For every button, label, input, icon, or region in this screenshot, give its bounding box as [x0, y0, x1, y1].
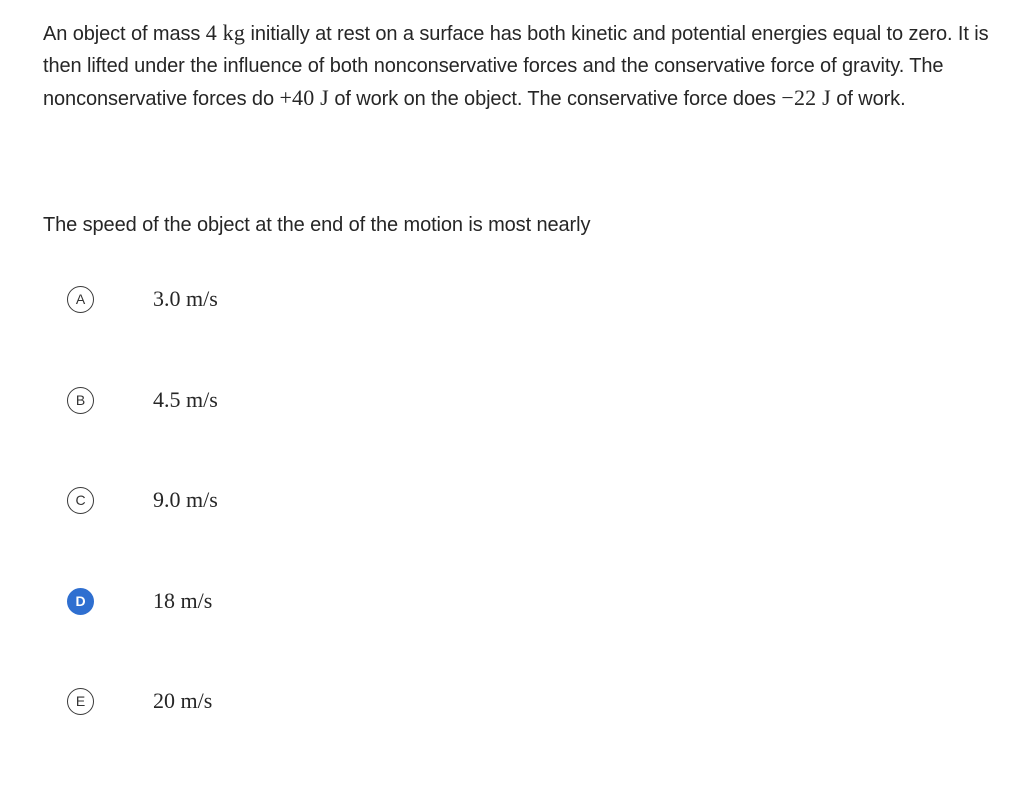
- choice-a-bubble[interactable]: A: [67, 286, 94, 313]
- conservative-work-value: −22 J: [781, 85, 831, 110]
- choice-b[interactable]: [67, 385, 467, 415]
- choice-c-bubble[interactable]: C: [67, 487, 94, 514]
- question-part-2: initially at rest on a surface has both kinetic and potential energies equal to zero. It is then lifted under the influence of both nonconservative forces and the conservative force of gravity. The nonconservative forces do: [43, 23, 989, 110]
- choice-b-value: 4.5 m/s: [153, 387, 218, 412]
- question-part-4: of work.: [830, 88, 906, 110]
- mass-value: 4 kg: [205, 20, 246, 45]
- choice-a-value: 3.0 m/s: [153, 286, 218, 311]
- question-prompt: The speed of the object at the end of the motion is most nearly: [43, 214, 591, 236]
- question-part-1: An object of mass: [43, 23, 206, 45]
- choice-e[interactable]: [67, 686, 467, 716]
- choice-d-bubble[interactable]: D: [67, 588, 94, 615]
- choice-a[interactable]: [67, 284, 467, 314]
- choice-c-value: 9.0 m/s: [153, 487, 218, 512]
- choice-e-bubble[interactable]: E: [67, 688, 94, 715]
- choice-d-value: 18 m/s: [153, 588, 213, 613]
- choice-b-bubble[interactable]: B: [67, 387, 94, 414]
- choice-e-value: 20 m/s: [153, 688, 213, 713]
- choice-d[interactable]: [67, 586, 467, 616]
- nonconservative-work-value: +40 J: [279, 85, 329, 110]
- choice-c[interactable]: [67, 485, 467, 515]
- question-text: [43, 17, 1018, 116]
- question-part-3: of work on the object. The conservative force does: [328, 88, 782, 110]
